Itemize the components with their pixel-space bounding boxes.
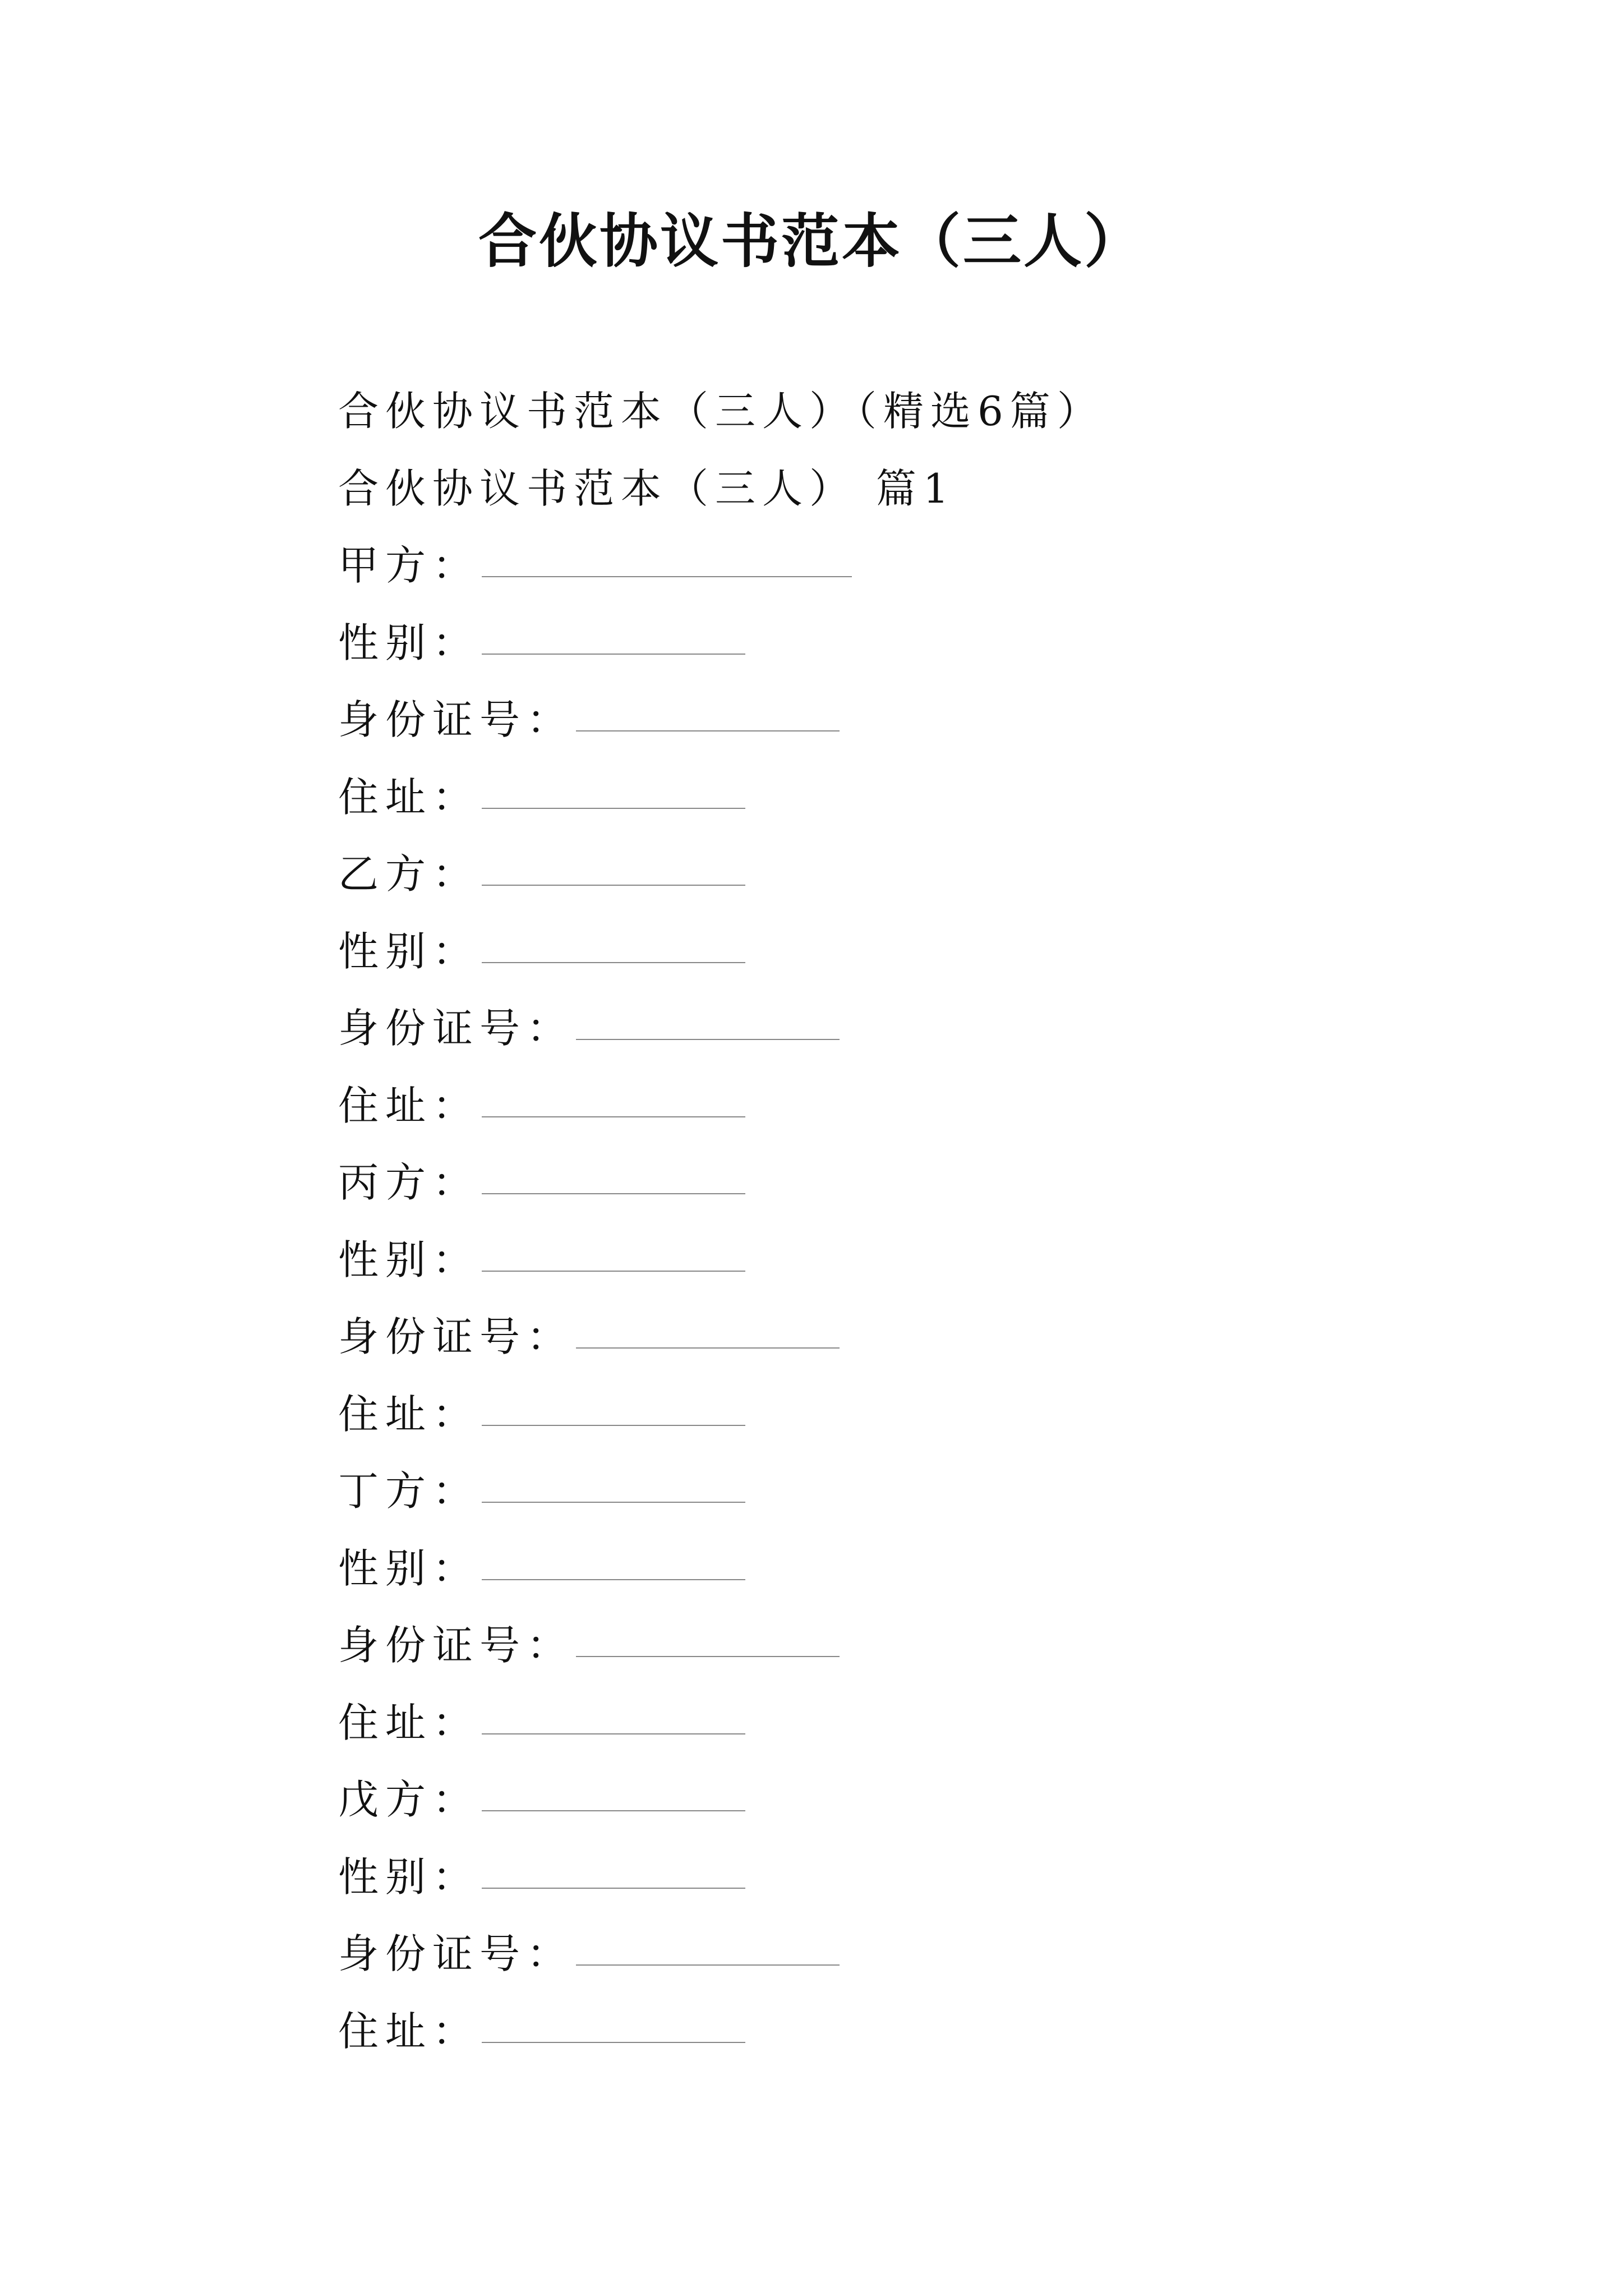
field-label: 丙方：	[338, 1159, 480, 1206]
field-label: 住址：	[338, 773, 480, 821]
field-label: 住址：	[338, 1390, 480, 1438]
field-blank-line	[482, 1502, 745, 1503]
field-label: 戊方：	[338, 1776, 480, 1823]
field-line	[338, 913, 1516, 991]
field-label: 性别：	[338, 927, 480, 975]
field-line	[338, 1144, 1516, 1222]
field-label: 性别：	[338, 619, 480, 666]
field-line	[338, 605, 1516, 682]
document-title: 合伙协议书范本（三人）	[478, 206, 1145, 275]
field-line	[338, 1916, 1516, 1993]
party-fields	[338, 527, 1516, 2070]
field-blank-line	[482, 1579, 745, 1580]
field-label: 身份证号：	[338, 696, 574, 743]
field-blank-line	[576, 1656, 840, 1657]
field-blank-line	[482, 2042, 745, 2043]
field-blank-line	[576, 1964, 840, 1966]
field-blank-line	[576, 730, 840, 731]
field-blank-line	[482, 1116, 745, 1117]
field-line	[338, 682, 1516, 759]
field-line	[338, 527, 1516, 605]
field-line	[338, 1453, 1516, 1530]
field-blank-line	[576, 1347, 840, 1349]
field-line	[338, 1222, 1516, 1299]
document-body	[338, 373, 1516, 2070]
field-line	[338, 759, 1516, 836]
field-label: 甲方：	[338, 542, 480, 589]
field-label: 身份证号：	[338, 1622, 574, 1669]
field-label: 乙方：	[338, 850, 480, 898]
section-heading: 合伙协议书范本（三人） 篇1	[338, 464, 956, 512]
field-label: 住址：	[338, 1082, 480, 1129]
field-blank-line	[482, 1271, 745, 1272]
field-blank-line	[576, 1039, 840, 1040]
field-label: 性别：	[338, 1544, 480, 1592]
field-blank-line	[482, 1425, 745, 1426]
field-line	[338, 1068, 1516, 1145]
field-line	[338, 1685, 1516, 1762]
field-line	[338, 1993, 1516, 2070]
field-blank-line	[482, 808, 745, 809]
field-label: 身份证号：	[338, 1005, 574, 1052]
field-line	[338, 1376, 1516, 1453]
field-blank-line	[482, 1810, 745, 1811]
field-line	[338, 1839, 1516, 1916]
field-line	[338, 1299, 1516, 1376]
field-label: 性别：	[338, 1853, 480, 1901]
field-blank-line	[482, 654, 745, 655]
field-label: 住址：	[338, 1699, 480, 1746]
field-blank-line	[482, 1733, 745, 1734]
field-blank-line	[482, 1888, 745, 1889]
field-label: 丁方：	[338, 1467, 480, 1515]
subtitle-line: 合伙协议书范本（三人）（精选6篇）	[338, 388, 1104, 435]
field-label: 身份证号：	[338, 1313, 574, 1360]
field-blank-line	[482, 576, 852, 577]
field-line	[338, 836, 1516, 913]
field-label: 身份证号：	[338, 1930, 574, 1977]
field-blank-line	[482, 1193, 745, 1194]
field-label: 住址：	[338, 2007, 480, 2055]
field-line	[338, 1607, 1516, 1685]
field-line	[338, 1530, 1516, 1608]
field-blank-line	[482, 962, 745, 963]
field-line	[338, 1761, 1516, 1839]
field-label: 性别：	[338, 1236, 480, 1283]
field-line	[338, 990, 1516, 1068]
field-blank-line	[482, 885, 745, 886]
